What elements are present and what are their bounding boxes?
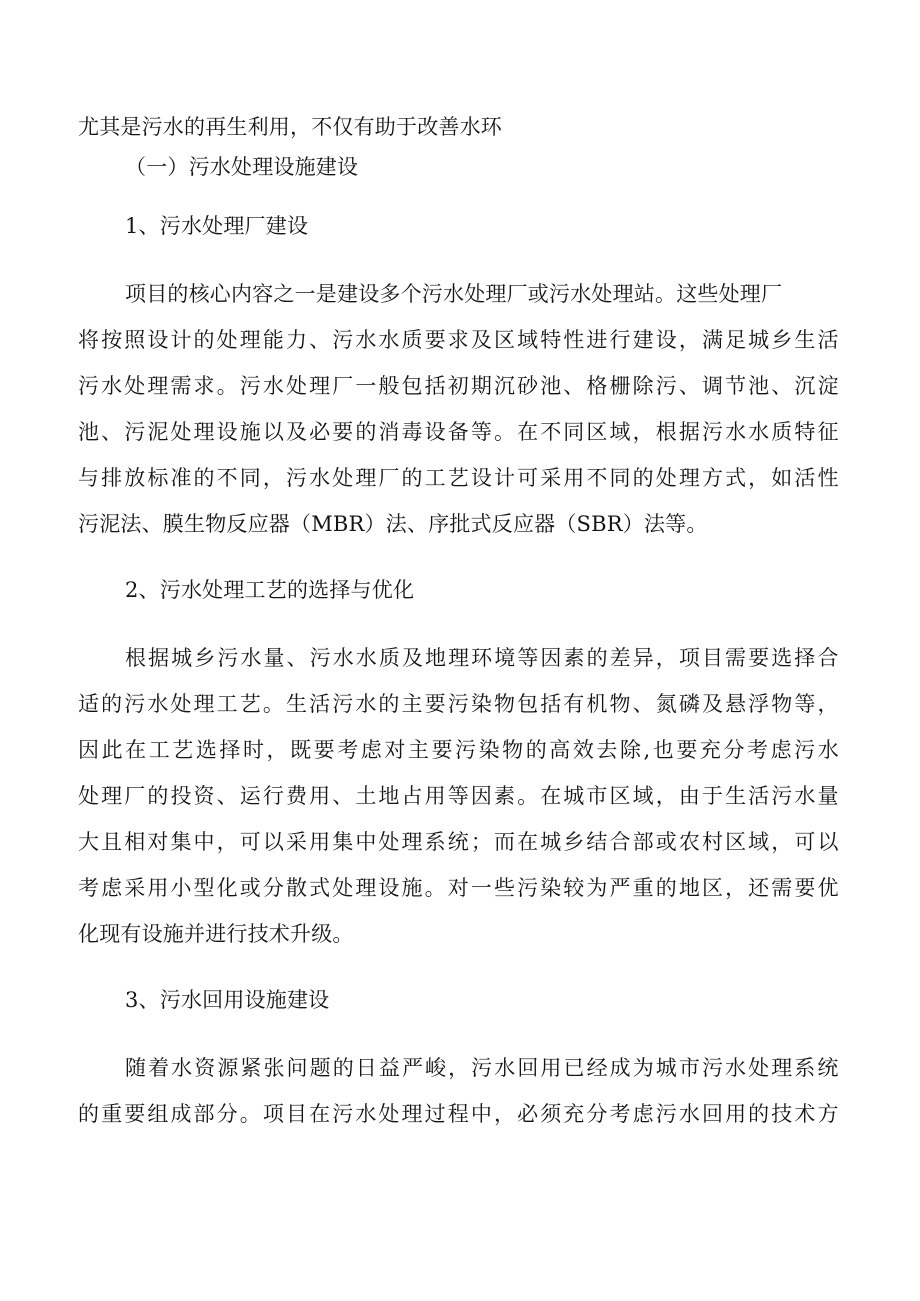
item-heading-3: 3、污水回用设施建设 — [125, 988, 330, 1012]
paragraph-line: 因 此 在 工 艺 选 择 时 ， 既 要 考 虑 对 主 要 污 染 物 的 高 效 去 除 , 也 要 充 分 考 虑 污 水 — [78, 738, 839, 762]
paragraph-line: 适 的 污 水 处 理 工 艺 。 生 活 污 水 的 主 要 污 染 物 包 括 有 机 物 、 氮 磷 及 悬 浮 物 等 ， — [78, 692, 839, 716]
paragraph-line: 大 且 相 对 集 中 ， 可 以 采 用 集 中 处 理 系 统 ； 而 在 城 乡 结 合 部 或 农 村 区 域 ， 可 以 — [78, 830, 839, 854]
paragraph-line: 与 排 放 标 准 的 不 同 ， 污 水 处 理 厂 的 工 艺 设 计 可 采 用 不 同 的 处 理 方 式 ， 如 活 性 — [78, 466, 839, 490]
paragraph-line: 随 着 水 资 源 紧 张 问 题 的 日 益 严 峻 ， 污 水 回 用 已 经 成 为 城 市 污 水 处 理 系 统 — [125, 1056, 839, 1080]
item-heading-2: 2、污水处理工艺的选择与优化 — [125, 578, 415, 602]
section-heading: （一）污水处理设施建设 — [125, 155, 359, 179]
paragraph-line: 项目的核心内容之一是建设多个污水处理厂或污水处理站。这些处理厂 — [125, 282, 783, 306]
paragraph-line: 考 虑 采 用 小 型 化 或 分 散 式 处 理 设 施 。 对 一 些 污 染 较 为 严 重 的 地 区 ， 还 需 要 优 — [78, 876, 839, 900]
paragraph-line: 将 按 照 设 计 的 处 理 能 力 、 污 水 水 质 要 求 及 区 域 特 性 进 行 建 设 ， 满 足 城 乡 生 活 — [78, 328, 839, 352]
paragraph-line: 的 重 要 组 成 部 分 。 项 目 在 污 水 处 理 过 程 中 ， 必 须 充 分 考 虑 污 水 回 用 的 技 术 方 — [78, 1102, 839, 1126]
paragraph-line: 池 、 污 泥 处 理 设 施 以 及 必 要 的 消 毒 设 备 等 。 在 不 同 区 域 ， 根 据 污 水 水 质 特 征 — [78, 420, 839, 444]
paragraph-line: 根 据 城 乡 污 水 量 、 污 水 水 质 及 地 理 环 境 等 因 素 的 差 异 ， 项 目 需 要 选 择 合 — [125, 646, 839, 670]
paragraph-line: 污 水 处 理 需 求 。 污 水 处 理 厂 一 般 包 括 初 期 沉 砂 池 、 格 栅 除 污 、 调 节 池 、 沉 淀 — [78, 374, 839, 398]
lead-fragment: 尤其是污水的再生利用，不仅有助于改善水环 — [78, 115, 502, 139]
paragraph-line: 化现有设施并进行技术升级。 — [78, 922, 354, 946]
item-heading-1: 1、污水处理厂建设 — [125, 214, 309, 238]
paragraph-line: 处 理 厂 的 投 资 、 运 行 费 用 、 土 地 占 用 等 因 素 。 在 城 市 区 域 ， 由 于 生 活 污 水 量 — [78, 784, 839, 808]
paragraph-line: 污泥法、膜生物反应器（MBR）法、序批式反应器（SBR）法等。 — [78, 512, 708, 536]
